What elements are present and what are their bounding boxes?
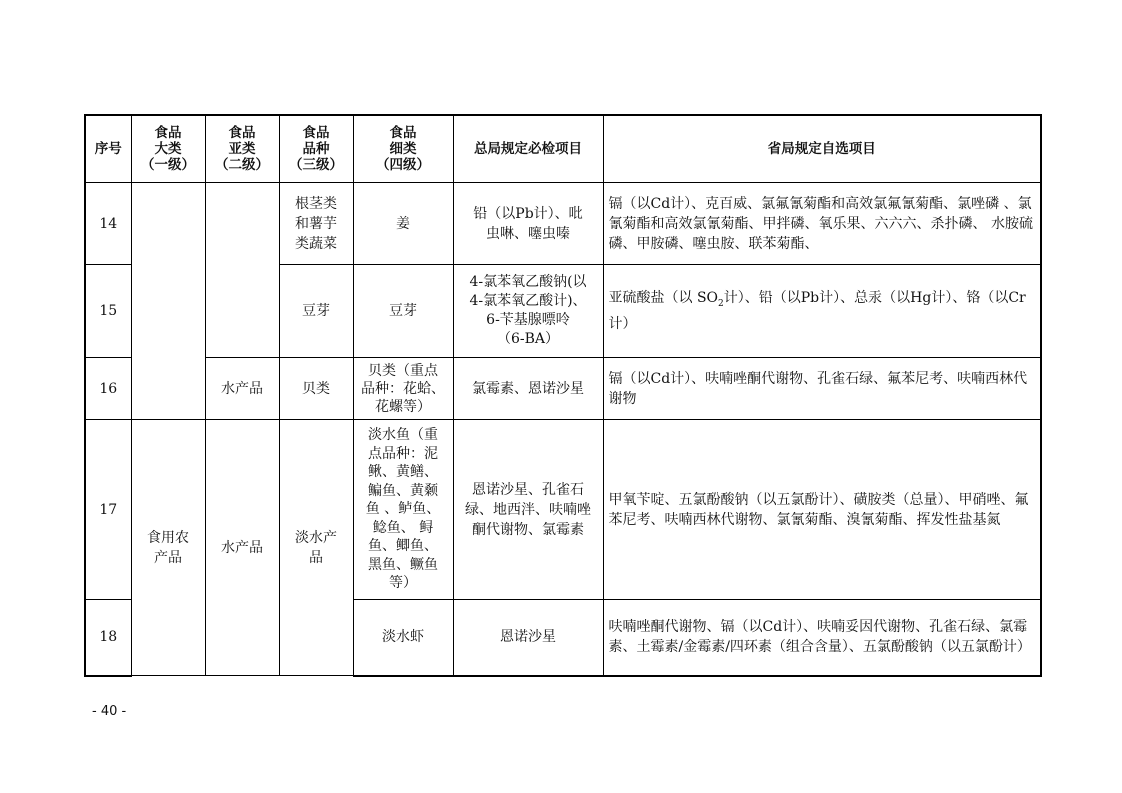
- header-category-level3: 食品 品种 （三级）: [279, 115, 353, 183]
- row-optional: 甲氧苄啶、五氯酚酸钠（以五氯酚计）、磺胺类（总量）、甲硝唑、氟苯尼考、呋喃西林代谢物、氯氰菊酯、溴氰菊酯、挥发性盐基氮: [603, 420, 1041, 600]
- row-cat3: 根茎类 和薯芋 类蔬菜: [279, 183, 353, 265]
- row-optional: 呋喃唑酮代谢物、镉（以Cd计）、呋喃妥因代谢物、孔雀石绿、氯霉素、土霉素/金霉素/四环素（组合含量）、五氯酚酸钠（以五氯酚计）: [603, 600, 1041, 676]
- row-seq: 16: [85, 358, 131, 420]
- row-cat2: 水产品: [205, 358, 279, 420]
- header-seq: 序号: [85, 115, 131, 183]
- row-optional: [603, 265, 1041, 358]
- row-cat4: 淡水鱼（重 点品种：泥 鳅、黄鳝、 鳊鱼、黄颡 鱼 、鲈鱼、 鲶鱼、 鲟 鱼、鲫鱼、 黑鱼、鳜鱼 等）: [353, 420, 453, 600]
- inspection-items-table: [84, 114, 1042, 677]
- row-required: 氯霉素、恩诺沙星: [453, 358, 603, 420]
- header-category-level4: 食品 细类 （四级）: [353, 115, 453, 183]
- row-required: 铅（以Pb计）、吡 虫啉、噻虫嗪: [453, 183, 603, 265]
- row-seq: 18: [85, 600, 131, 676]
- row-seq: 14: [85, 183, 131, 265]
- table-row: [85, 420, 1041, 600]
- page-number: - 40 -: [92, 704, 127, 719]
- row-required: 恩诺沙星: [453, 600, 603, 676]
- row-optional: 镉（以Cd计）、呋喃唑酮代谢物、孔雀石绿、氟苯尼考、呋喃西林代谢物: [603, 358, 1041, 420]
- table-row: [85, 183, 1041, 265]
- row-required: 恩诺沙星、孔雀石 绿、地西泮、呋喃唑 酮代谢物、氯霉素: [453, 420, 603, 600]
- row-cat4: 豆芽: [353, 265, 453, 358]
- header-category-level2: 食品 亚类 （二级）: [205, 115, 279, 183]
- row-required: 4-氯苯氧乙酸钠(以 4-氯苯氧乙酸计)、 6-苄基腺嘌呤 （6-BA）: [453, 265, 603, 358]
- row-cat3: 豆芽: [279, 265, 353, 358]
- row-cat4: 姜: [353, 183, 453, 265]
- row-cat1: 食用农 产品: [131, 420, 205, 676]
- header-category-level1: 食品 大类 （一级）: [131, 115, 205, 183]
- header-optional-items: 省局规定自选项目: [603, 115, 1041, 183]
- row-cat3: 淡水产 品: [279, 420, 353, 676]
- row-cat4: 淡水虾: [353, 600, 453, 676]
- row-seq: 17: [85, 420, 131, 600]
- cat2-empty-cell: [205, 183, 279, 358]
- header-row: [85, 115, 1041, 183]
- subscript-two: 2: [718, 298, 724, 309]
- header-required-items: 总局规定必检项目: [453, 115, 603, 183]
- optional-text-part: 计）、铅（以Pb计）、总汞（以Hg计）、铬（以Cr计）: [608, 290, 1026, 332]
- table-row: [85, 358, 1041, 420]
- cat1-empty-cell: [131, 183, 205, 420]
- row-cat3: 贝类: [279, 358, 353, 420]
- row-cat2: 水产品: [205, 420, 279, 676]
- row-cat4: 贝类（重点 品种：花蛤、 花螺等）: [353, 358, 453, 420]
- row-seq: 15: [85, 265, 131, 358]
- optional-text-part: 亚硫酸盐（以 SO: [608, 290, 719, 307]
- row-optional: 镉（以Cd计）、克百威、氯氟氰菊酯和高效氯氟氰菊酯、氯唑磷 、氯氰菊酯和高效氯氰菊酯、甲拌磷、氧乐果、六六六、杀扑磷、 水胺硫磷、甲胺磷、噻虫胺、联苯菊酯、: [603, 183, 1041, 265]
